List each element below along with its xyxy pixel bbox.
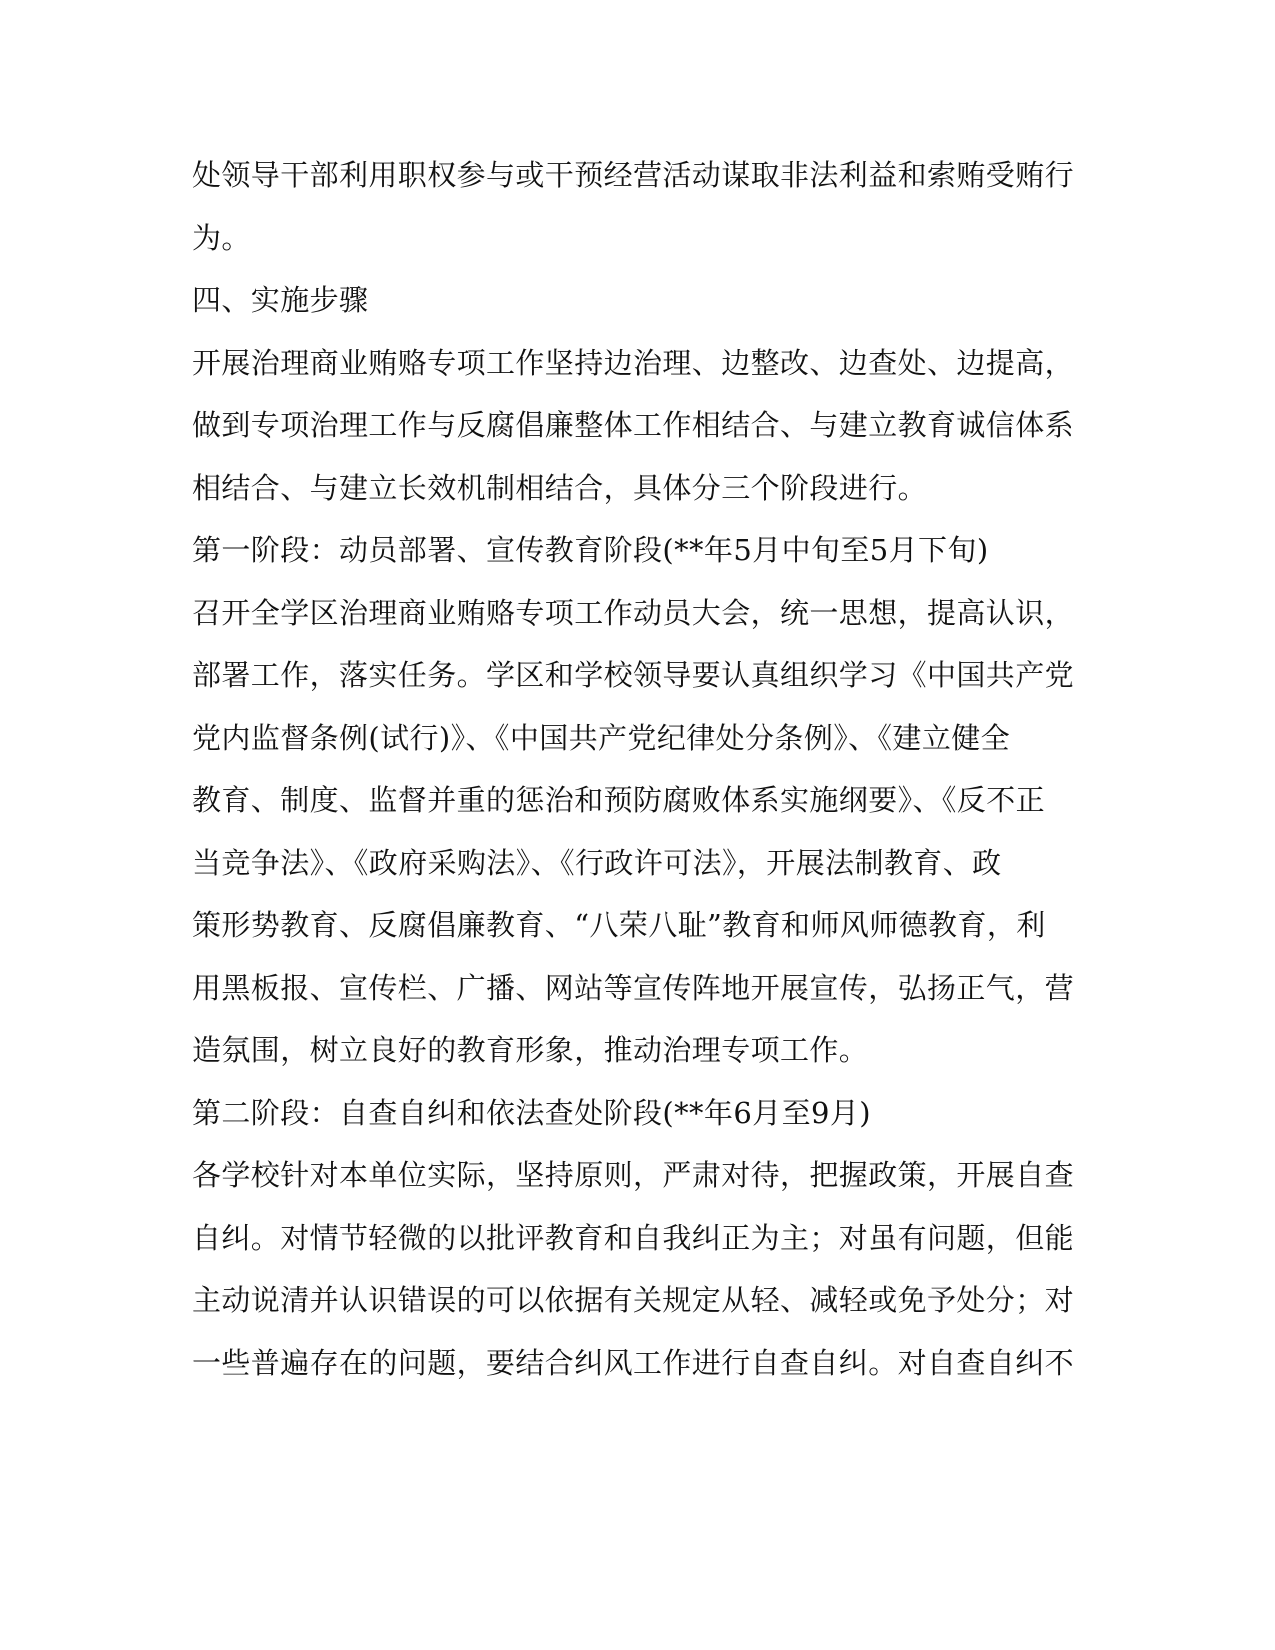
phase-heading: 第一阶段：动员部署、宣传教育阶段(**年5月中旬至5月下旬) bbox=[192, 533, 989, 567]
text-line: 教育、制度、监督并重的惩治和预防腐败体系实施纲要》、《反不正 bbox=[192, 783, 1046, 817]
text-line: 当竞争法》、《政府采购法》、《行政许可法》，开展法制教育、政 bbox=[192, 846, 1002, 880]
text-line: 策形势教育、反腐倡廉教育、“八荣八耻”教育和师风师德教育，利 bbox=[192, 908, 1046, 942]
text-line: 自纠。对情节轻微的以批评教育和自我纠正为主；对虽有问题，但能 bbox=[192, 1221, 1075, 1255]
text-line: 造氛围，树立良好的教育形象，推动治理专项工作。 bbox=[192, 1033, 869, 1067]
text-line: 处领导干部利用职权参与或干预经营活动谋取非法利益和索贿受贿行 bbox=[192, 158, 1075, 192]
text-line: 主动说清并认识错误的可以依据有关规定从轻、减轻或免予处分；对 bbox=[192, 1283, 1075, 1317]
text-line: 做到专项治理工作与反腐倡廉整体工作相结合、与建立教育诚信体系 bbox=[192, 408, 1075, 442]
text-line: 党内监督条例(试行)》、《中国共产党纪律处分条例》、《建立健全 bbox=[192, 721, 1011, 755]
text-line: 部署工作，落实任务。学区和学校领导要认真组织学习《中国共产党 bbox=[192, 658, 1075, 692]
text-line: 开展治理商业贿赂专项工作坚持边治理、边整改、边查处、边提高， bbox=[192, 346, 1075, 380]
section-heading: 四、实施步骤 bbox=[192, 283, 369, 317]
text-line: 召开全学区治理商业贿赂专项工作动员大会，统一思想，提高认识， bbox=[192, 596, 1075, 630]
text-line: 为。 bbox=[192, 221, 251, 255]
text-line: 用黑板报、宣传栏、广播、网站等宣传阵地开展宣传，弘扬正气，营 bbox=[192, 971, 1075, 1005]
text-line: 一些普遍存在的问题，要结合纠风工作进行自查自纠。对自查自纠不 bbox=[192, 1346, 1075, 1380]
phase-heading: 第二阶段：自查自纠和依法查处阶段(**年6月至9月) bbox=[192, 1096, 871, 1130]
text-line: 各学校针对本单位实际，坚持原则，严肃对待，把握政策，开展自查 bbox=[192, 1158, 1075, 1192]
text-line: 相结合、与建立长效机制相结合，具体分三个阶段进行。 bbox=[192, 471, 928, 505]
